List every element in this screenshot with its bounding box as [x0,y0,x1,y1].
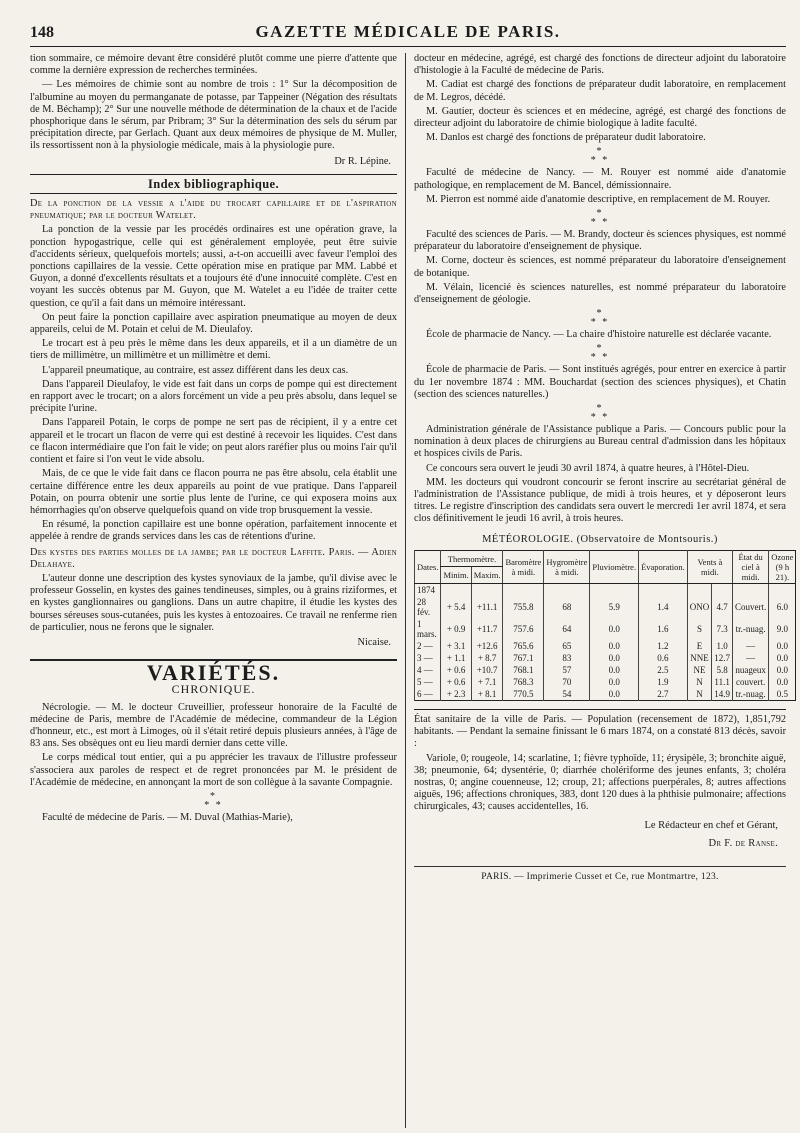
asterism-icon: * * * [590,146,610,167]
table-cell: + 5.4 [441,596,471,618]
paragraph: tion sommaire, ce mémoire devant être considéré plutôt comme une pierre d'attente que comme la dernière expression de recherches terminées. [30,53,397,77]
paragraph: École de pharmacie de Nancy. — La chaire d'histoire naturelle est déclarée vacante. [426,329,772,341]
table-cell: 768.1 [503,664,544,676]
table-cell: 4.7 [712,596,733,618]
paragraph: État sanitaire de la ville de Paris. — Population (recensement de 1872), 1,851,792 habitants. — Pendant la semaine finissant le 6 mars 1874, on a constaté 813 décès, savoir : [414,713,786,750]
paragraph: L'auteur donne une description des kystes synoviaux de la jambe, qu'il divise avec le professeur Gosselin, en kystes des gaines tendineuses, simples, ou à grains riziformes, et en kystes ganglionnaires ou ganglions. Dans un autre chapitre, il étudie les kystes des bourses séreuses sous-cutanées, puis les kystes à entozoaires. Ce travail ne renferme rien de particulier, nous ne ferons que le signaler. [30,572,397,633]
table-cell: 1.4 [639,596,688,618]
table-cell: + 1.1 [441,652,471,664]
table-cell: + 2.3 [441,688,471,701]
table-cell: 0.5 [769,688,796,701]
table-cell: 0.0 [590,688,639,701]
table-cell: 3 — [415,652,441,664]
table-header: Pluviomètre. [590,550,639,583]
table-cell: 767.1 [503,652,544,664]
meteo-title: MÉTÉOROLOGIE. (Observatoire de Montsouris.) [482,533,718,545]
table-cell: + 0.9 [441,618,471,640]
paragraph: MM. les docteurs qui voudront concourir se feront inscrire au secrétariat général de l'administration de l'Assistance publique, de midi à trois heures, et y déposeront leurs titres. Le registre d'inscription des candidats sera ouvert le mercredi 1er avril 1874, et sera clos définitivement le jeudi 16 avril, à trois heures. [414,476,786,525]
paragraph: Mais, de ce que le vide fait dans ce flacon pourra ne pas être absolu, cela établit une certaine différence entre les deux appareils au point de vue pratique. Dans l'appareil Potain, on pourra obtenir une sortie plus lente de l'urine, ce qui exposera moins aux hémorrhagies qu'on observe quelquefois quand on vide trop brusquement la vessie. [30,468,397,516]
table-row [415,640,796,652]
table-row [415,688,796,701]
table-header: Ozone (9 h 21). [769,550,796,583]
table-cell: ONO [687,596,712,618]
table-cell: + 7.1 [471,676,503,688]
table-cell: 57 [544,664,590,676]
table-cell: E [687,640,712,652]
table-cell: tr.-nuag. [733,618,769,640]
table-cell: 54 [544,688,590,701]
section-title-index: Index bibliographique. [30,174,397,194]
asterism-icon: * * * [590,208,610,229]
table-cell: S [687,618,712,640]
paragraph: Nécrologie. — M. le docteur Cruveillier, professeur honoraire de la Faculté de médecine de Paris, membre de l'Académie de médecine, commandeur de la Légion d'honneur, etc., est mort à Limoges, où il s'était retiré depuis plusieurs années, à l'âge de 83 ans. Ses obsèques ont eu lieu mardi dernier dans cette ville. [30,701,397,750]
table-cell: 70 [544,676,590,688]
asterism-icon: * * * [590,308,610,329]
table-cell: 5.8 [712,664,733,676]
table-cell: 757.6 [503,618,544,640]
paragraph: Administration générale de l'Assistance publique a Paris. — Concours public pour la nomination à deux places de chirurgiens au Bureau central d'admission dans les hôpitaux et hospices civils de Paris. [414,424,786,460]
table-cell: + 8.1 [471,688,503,701]
table-row [415,664,796,676]
table-cell: 0.0 [769,652,796,664]
table-cell: 765.6 [503,640,544,652]
paragraph: Faculté des sciences de Paris. — M. Brandy, docteur ès sciences physiques, est nommé préparateur du laboratoire d'enseignement de physique. [414,229,786,253]
table-cell: 28 fév. [415,596,441,618]
table-cell: 7.3 [712,618,733,640]
table-cell: 5 — [415,676,441,688]
table-cell: 9.0 [769,618,796,640]
table-cell: 0.0 [769,664,796,676]
article-title: Des kystes des parties molles de la jambe; par le docteur Laffite. Paris. — Adien Delahaye. [30,546,397,570]
signature: Nicaise. [357,636,391,648]
table-cell: nuageux [733,664,769,676]
table-row [415,618,796,640]
table-cell: NNE [687,652,712,664]
right-column [406,53,794,1128]
meteo-table [414,550,796,701]
table-cell: 2.5 [639,664,688,676]
asterism-icon: * * * [204,790,223,811]
table-cell: + 0.6 [441,676,471,688]
section-subtitle-chronique: CHRONIQUE. [171,682,256,697]
table-header: Évaporation. [639,550,688,583]
table-cell: + 3.1 [441,640,471,652]
paragraph: Variole, 0; rougeole, 14; scarlatine, 1; fièvre typhoïde, 11; érysipèle, 3; bronchite aiguë, 38; pneumonie, 64; dysentérie, 0; diarrhée cholériforme des jeunes enfants, 3; choléra nostras, 0; angine couenneuse, 12; croup, 21; affections puerpérales, 8; autres affections aiguës, 196; affections chroniques, 383, dont 120 dues à la phthisie pulmonaire; affections chirurgicales, 43; causes accidentelles, 16. [414,752,786,813]
table-header: Hygromètre à midi. [544,550,590,583]
table-cell: +10.7 [471,664,503,676]
table-cell: 770.5 [503,688,544,701]
paragraph: — Les mémoires de chimie sont au nombre de trois : 1° Sur la décomposition de l'albumine au moyen du permanganate de potasse, par Tappeiner (Négation des résultats de M. Béchamp); 2° Sur une nouvelle méthode de détermination de la chaux et de l'acide phosphorique dans le sérum, par Pribram; 3° Sur la détermination des sels du sérum par précipitation directe, par Gerlach. Quant aux deux mémoires de physique de M. Muller, ils ressortissent non à la physiologie médicale, mais à la physiologie pure. [30,79,397,152]
table-header: Dates. [415,550,441,583]
table-cell: 12.7 [712,652,733,664]
page-header [30,22,786,47]
printer-imprint: PARIS. — Imprimerie Cusset et Ce, rue Montmartre, 123. [414,866,786,883]
paragraph: Dans l'appareil Dieulafoy, le vide est fait dans un corps de pompe qui est directement en rapport avec le trocart; on a alors forcément un vide a peu près absolu, dans lequel se précipite l'urine. [30,378,397,415]
paragraph: Le corps médical tout entier, qui a pu apprécier les travaux de l'illustre professeur s'associera aux paroles de respect et de regret prononcées par M. le président de l'Académie de médecine, en annonçant la mort de son collègue à la savante Compagnie. [30,752,397,788]
table-cell: +11.7 [471,618,503,640]
table-cell: 1 mars. [415,618,441,640]
table-cell: couvert. [733,676,769,688]
table-row [415,676,796,688]
paragraph: La ponction de la vessie par les procédés ordinaires est une opération grave, la ponction hypogastrique, celle qui est généralement employée, peut être suivie d'accidents sérieux, quelquefois mortels; aussi, a-t-on accueilli avec faveur l'emploi des ponctions capillaires de la vessie. Cette opération mise en pratique par MM. Labbé et Guyon, a donné d'excellents résultats et a toujours été d'une innocuité complète. C'est en voyant les succès obtenus par M. Guyon, que M. Watelet a eu l'idée de traiter cette question, ce qu'il a fait dans un mémoire intéressant. [30,224,397,309]
paragraph: M. Gautier, docteur ès sciences et en médecine, agrégé, est chargé des fonctions de directeur adjoint du laboratoire de chimie biologique à ladite faculté. [414,105,786,130]
masthead-title: GAZETTE MÉDICALE DE PARIS. [255,22,561,41]
table-cell: 11.1 [712,676,733,688]
table-cell: NE [687,664,712,676]
table-cell: 1.9 [639,676,688,688]
table-cell: 6 — [415,688,441,701]
table-cell: 2 — [415,640,441,652]
table-cell: +12.6 [471,640,503,652]
table-cell: + 8.7 [471,652,503,664]
left-column [30,53,406,1128]
table-cell: 0.0 [590,676,639,688]
paragraph: M. Danlos est chargé des fonctions de préparateur dudit laboratoire. [426,132,706,144]
table-header: Maxim. [471,567,503,584]
paragraph: Le trocart est à peu près le même dans les deux appareils, et il a un diamètre de un tiers de millimètre, un millimètre et un millimètre et demi. [30,338,397,362]
table-cell: 0.0 [769,640,796,652]
table-cell: Couvert. [733,596,769,618]
table-cell: 0.0 [590,640,639,652]
table-header: Baromètre à midi. [503,550,544,583]
table-header: État du ciel à midi. [733,550,769,583]
paragraph: M. Corne, docteur ès sciences, est nommé préparateur du laboratoire d'enseignement de botanique. [414,255,786,279]
table-cell: — [733,652,769,664]
table-cell: 0.6 [639,652,688,664]
table-row [415,596,796,618]
asterism-icon: * * * [590,403,610,424]
table-cell: N [687,676,712,688]
paragraph: M. Pierron est nommé aide d'anatomie descriptive, en remplacement de M. Rouyer. [426,193,771,205]
table-cell: 6.0 [769,596,796,618]
paragraph: École de pharmacie de Paris. — Sont institués agrégés, pour entrer en exercice à partir du 1er novembre 1874 : MM. Bouchardat (section des sciences physiques), et Chatin (section des sciences naturelles.) [414,364,786,400]
paragraph: Faculté de médecine de Nancy. — M. Rouyer est nommé aide d'anatomie pathologique, en remplacement de M. Bancel, démissionnaire. [414,167,786,191]
paragraph: docteur en médecine, agrégé, est chargé des fonctions de directeur adjoint du laboratoire d'histologie à la Faculté de médecine de Paris. [414,53,786,77]
table-cell: tr.-nuag. [733,688,769,701]
table-cell: 0.0 [590,664,639,676]
table-cell: 5.9 [590,596,639,618]
table-cell: 1.2 [639,640,688,652]
table-cell: 1874 [415,583,441,596]
table-cell: 0.0 [769,676,796,688]
table-cell: 65 [544,640,590,652]
table-cell: N [687,688,712,701]
page-number: 148 [30,24,54,41]
table-cell: 768.3 [503,676,544,688]
article-title: De la ponction de la vessie a l'aide du trocart capillaire et de l'aspiration pneumatique; par le docteur Watelet. [30,198,397,222]
table-cell: 83 [544,652,590,664]
table-cell: 64 [544,618,590,640]
table-cell: — [733,640,769,652]
table-header: Vents à midi. [687,550,732,583]
table-cell: 755.8 [503,596,544,618]
asterism-icon: * * * [590,343,610,364]
table-cell: 4 — [415,664,441,676]
section-title-varietes: VARIÉTÉS. [30,659,397,679]
table-cell: + 0.6 [441,664,471,676]
signature: Dr R. Lépine. [334,155,391,167]
table-cell: 1.6 [639,618,688,640]
paragraph: M. Vélain, licencié ès sciences naturelles, est nommé préparateur du laboratoire d'enseignement de géologie. [414,281,786,306]
paragraph: En résumé, la ponction capillaire est une bonne opération, parfaitement innocente et appelée à rendre de grands services dans les cas de rétentions d'urine. [30,519,397,543]
editor-title: Le Rédacteur en chef et Gérant, [644,819,778,831]
paragraph: Ce concours sera ouvert le jeudi 30 avril 1874, à quatre heures, à l'Hôtel-Dieu. [426,462,750,474]
table-cell: 14.9 [712,688,733,701]
paragraph: L'appareil pneumatique, au contraire, est assez différent dans les deux cas. [42,364,349,376]
table-cell: +11.1 [471,596,503,618]
paragraph: Dans l'appareil Potain, le corps de pompe ne sert pas de récipient, il y a entre cet appareil et le trocart un flacon de verre qui est destiné à recevoir les liquides. C'est dans ce flacon intermédiaire que l'on fait le vide; on peut alors raréfier plus ou moins l'air qu'il contient et faire si l'on veut le vide absolu. [30,417,397,466]
paragraph: M. Cadiat est chargé des fonctions de préparateur dudit laboratoire, en remplacement de M. Legros, décédé. [414,79,786,103]
table-cell: 68 [544,596,590,618]
table-cell: 0.0 [590,652,639,664]
table-cell: 2.7 [639,688,688,701]
table-header: Thermomètre. [441,550,503,567]
table-header: Minim. [441,567,471,584]
paragraph: Faculté de médecine de Paris. — M. Duval (Mathias-Marie), [42,811,293,823]
table-row [415,652,796,664]
table-cell: 1.0 [712,640,733,652]
table-cell: 0.0 [590,618,639,640]
paragraph: On peut faire la ponction capillaire avec aspiration pneumatique au moyen de deux appareils, celui de M. Potain et celui de M. Dieulafoy. [30,311,397,336]
editor-name: Dr F. de Ranse. [708,837,778,849]
